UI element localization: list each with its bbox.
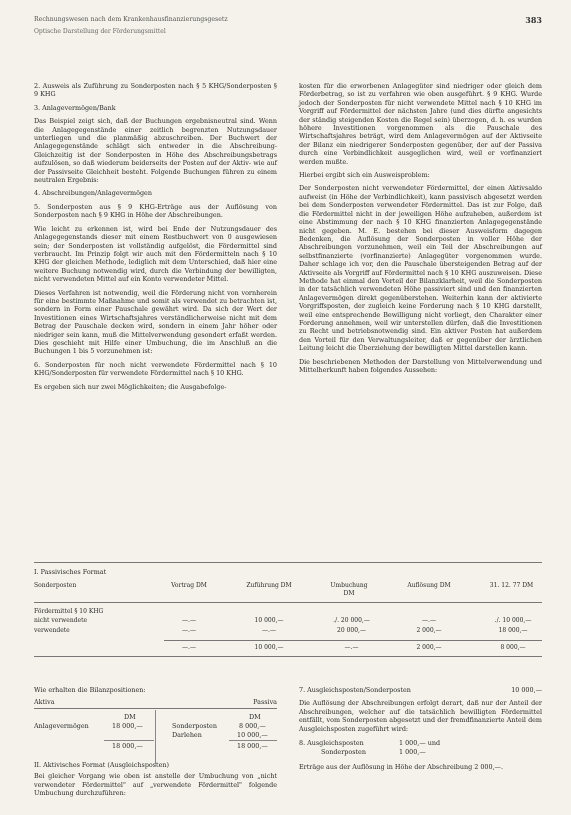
table-header-cell: Umbuchung DM (330, 582, 368, 598)
left-column (34, 82, 277, 396)
page-number: 383 (525, 15, 542, 25)
paragraph: Es ergeben sich nur zwei Möglichkeiten; die Ausgabefolge- (34, 382, 227, 391)
table-header-cell: Vortrag DM (171, 582, 207, 589)
entry-8b (299, 748, 542, 756)
section-5-title: 5. Sonderposten aus § 9 KHG-Erträge aus der Auflösung von Sonderposten nach § 9 KHG in Höhe der Abschreibungen. (34, 202, 277, 220)
account-total: 18 000,— (112, 741, 143, 750)
divider (34, 602, 542, 603)
section-ii-title: II. Aktivisches Format (Ausgleichsposten) (34, 760, 170, 769)
table-cell: —.— (344, 644, 359, 651)
divider (164, 640, 542, 641)
paragraph: Die beschriebenen Methoden der Darstellung von Mittelverwendung und Mittelherkunft haben folgendes Aussehen: (299, 357, 542, 374)
account-center-line (155, 710, 156, 764)
aktiva-label: Aktiva (34, 698, 55, 707)
passiva-label: Passiva (253, 698, 277, 707)
paragraph: kosten für die erworbenen Anlagegüter sind niedriger oder gleich dem Förderbetrag, so ist zu verfahren wie oben ausgeführt. § 9 KHG. Wurde jedoch der Sonderposten für nicht verwendete Mittel nach § 10 KHG im Vorgriff auf Fördermittel der nächsten Jahre (und dies dürfte angesichts der ständig steigenden Kosten die Regel sein) überzogen, d. h. es wurden höhere Investitionen vorgenommen als die Pauschale des Wirtschaftsjahres beträgt, wird dem Anlagevermögen auf der Aktivseite der Bilanz ein niedrigerer Sonderposten gegenüber, der auf der Passiva durch eine Verbindlichkeit ausgeglichen wird, weil er vorfinanziert werden mußte. (299, 82, 542, 166)
divider (34, 562, 542, 563)
table-cell: —.— (422, 617, 436, 624)
section-3-text: Das Beispiel zeigt sich, daß der Buchungen ergebnisneutral sind. Wenn die Anlagegegenstände einer zeitlich begrenzten Nutzungsdauer unterliegen und die planmäßig abzuschreiben. Der Buchwert der Anlagegegenstände schlägt sich entweder in die Abschreibung-Gleichzeitig ist der Sonderposten in Höhe des Abschreibungsbetrags aufzulösen, so daß wiederum beiderseits der Posten auf der Aktiv- wie auf der Passivseite Gleichheit besteht. Folgende Buchungen führen zu einem neutralen Ergebnis: (34, 117, 277, 185)
section-2-title: 2. Ausweis als Zuführung zu Sonderposten nach § 5 KHG/Sonderposten § 9 KHG (34, 82, 277, 99)
account-total: 18 000,— (237, 741, 268, 750)
entry-label: 8. Ausgleichsposten (299, 739, 364, 748)
table-header-cell: Auflösung DM (407, 582, 451, 589)
table-cell: Fördermittel § 10 KHG (34, 608, 104, 615)
dm-label: DM (249, 712, 261, 721)
table-cell: —.— (182, 617, 196, 624)
account-title: Wie erhalten die Bilanzpositionen: (34, 686, 146, 694)
table-cell: 18 000,— (498, 627, 528, 634)
account-label: Sonderposten (172, 721, 217, 730)
table-cell: —.— (262, 627, 276, 634)
table-cell: 2 000,— (416, 627, 442, 634)
table-header-cell: Zuführung DM (246, 582, 292, 589)
page-subtitle: Optische Darstellung der Förderungsmittel (34, 28, 166, 36)
table-title: I. Passivisches Format (34, 568, 107, 576)
table-cell: 2 000,— (416, 644, 442, 651)
paragraph: Der Sonderposten nicht verwendeter Fördermittel, der einen Aktivsaldo aufweist (in Höhe der Verbindlichkeit), kann passivisch abgesetzt werden bei dem Sonderposten verwendeter Fördermittel. Das ist zur Folge, daß die Fördermittel nicht in der jeweiligen Höhe aufzuheben, außerdem ist eine Abstimmung der nach § 10 KHG finanzierten Anlagegegenstände nicht gegeben. M. E. bestehen bei dieser Ausweisform dagegen Bedenken, die Auflösung der Sonderposten in voller Höhe der Abschreibungen vorzunehmen, weil ein Teil der Abschreibungen auf selbstfinanzierte (vorfinanzierte) Anlagegüter vorgenommen wurde. Daher schlage ich vor, den die Pauschale übersteigenden Betrag auf der Aktivseite als Vorgriff auf Fördermittel nach § 10 KHG auszuweisen. Diese Methode hat einmal den Vorteil der Bilanzklarheit, weil die Sonderposten in der tatsächlich verwendeten Höhe passiviert sind und den finanzierten Anlagevermögen direkt gegenüberstehen. Weiterhin kann der aktivierte Vorgriffsposten, der zugleich keine Forderung nach § 10 KHG darstellt, weil eine entsprechende Bewilligung nicht vorliegt, den Charakter einer Forderung annehmen, weil wir unterstellen dürfen, daß die Investitionen zu Recht und betriebsnotwendig sind. Ein aktiver Posten hat außerdem den Vorteil für den Verwaltungsleiter, daß er gegenüber der ärztlichen Leitung leicht die Überziehung der bewilligten Mittel darstellen kann. (299, 184, 542, 353)
paragraph: Erträge aus der Auflösung in Höhe der Abschreibung 2 000,—. (299, 762, 503, 771)
table-cell: 20 000,— (337, 627, 366, 634)
section-ii-text: Bei gleicher Vorgang wie oben ist anstelle der Umbuchung von „nicht verwendeter Fördermittel" auf „verwendete Fördermittel" folgende Umbuchung durchzuführen: (34, 772, 277, 798)
entry-label: Sonderposten (321, 748, 366, 757)
table-cell: ./. 10 000,— (494, 617, 532, 624)
entry-value: 10 000,— (511, 686, 542, 694)
table-cell: —.— (182, 627, 196, 634)
account-value: 18 000,— (112, 721, 143, 730)
table-cell: nicht verwendete (34, 617, 88, 624)
page-header (34, 16, 542, 37)
paragraph: Dieses Verfahren ist notwendig, weil die Förderung nicht von vornherein für eine bestimmte Maßnahme und somit als verwendet zu betrachten ist, sondern in Form einer Pauschale gewährt wird. Da sich der Wert der Investitionen eines Wirtschaftsjahres verständlicherweise nicht mit dem Betrag der Pauschale decken wird, sondern in einem Jahr höher oder niedriger sein kann, muß die Mittelverwendung gesondert erfaßt werden. Dies geschieht mit Hilfe einer Umbuchung, die im Anschluß an die Buchungen 1 bis 5 vorzunehmen ist: (34, 288, 277, 356)
subheading: Hierbei ergibt sich ein Ausweisproblem: (299, 171, 430, 180)
section-4-title: 4. Abschreibungen/Anlagevermögen (34, 189, 152, 198)
entry-value: 1 000,— und (399, 739, 441, 748)
account-header (34, 698, 277, 708)
table-cell: ./. 20 000,— (333, 617, 370, 624)
account-label: Anlagevermögen (34, 721, 89, 730)
divider (34, 656, 542, 657)
dm-label: DM (124, 712, 136, 721)
table-cell: verwendete (34, 627, 70, 634)
table-cell: —.— (182, 644, 196, 651)
paragraph: Die Auflösung der Abschreibungen erfolgt derart, daß nur der Anteil der Abschreibungen, welcher auf die tatsächlich bewilligten Fördermittel entfällt, vom Sonderposten abgesetzt und der fremdfinanzierte Anteil dem Ausgleichsposten zugeführt wird: (299, 699, 542, 733)
bottom-right-column (299, 686, 542, 771)
entry-7 (299, 686, 542, 694)
entry-8 (299, 739, 542, 747)
section-6-title: 6. Sonderposten für noch nicht verwendete Fördermittel nach § 10 KHG/Sonderposten für verwendete Fördermittel nach § 10 KHG. (34, 360, 277, 378)
account-value: 8 000,— (239, 721, 266, 730)
account-section (34, 686, 277, 797)
table-cell: 10 000,— (254, 617, 284, 624)
running-title: Rechnungswesen nach dem Krankenhausfinanzierungsgesetz (34, 16, 228, 23)
table-cell: 8 000,— (500, 644, 526, 651)
right-column (299, 82, 542, 379)
table-header (34, 582, 542, 600)
entry-value: 1 000,— (399, 748, 426, 757)
table-header-cell: Sonderposten (34, 582, 77, 589)
table-cell: 10 000,— (254, 644, 284, 651)
entry-label: 7. Ausgleichsposten/Sonderposten (299, 686, 411, 694)
table-header-cell: 31. 12. 77 DM (489, 582, 534, 589)
account-value: 10 000,— (237, 730, 268, 739)
section-3-title: 3. Anlagevermögen/Bank (34, 103, 116, 112)
account-label: Darlehen (172, 730, 202, 739)
paragraph: Wie leicht zu erkennen ist, wird bei Ende der Nutzungsdauer des Anlagegegenstands dieser mit einem Restbuchwert von 0 ausgewiesen sein; der Sonderposten ist vollständig aufgelöst, die Fördermittel sind verbraucht. Im Prinzip folgt wir auch mit den Fördermitteln nach § 10 KHG der gleichen Methode, lediglich mit dem Unterschied, daß hier eine weitere Buchung notwendig wird, durch die Verbindung der bewilligten, nicht verwendeten Mittel auf ein Konto verwendeter Mittel. (34, 224, 277, 284)
